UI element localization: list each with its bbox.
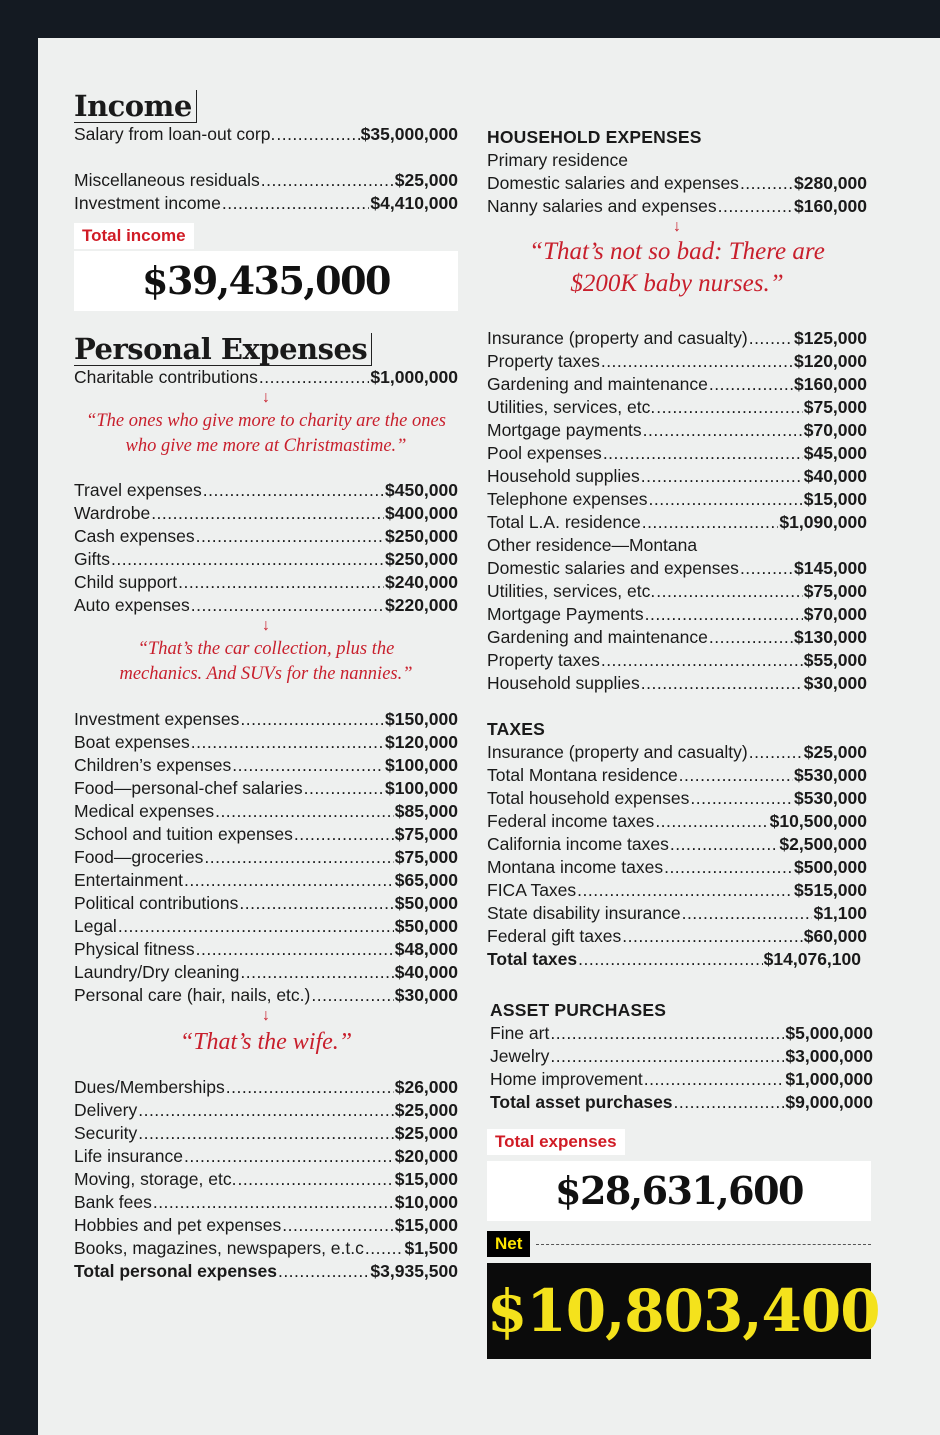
line-item: Cash expenses ..... $250,000 [74, 525, 458, 548]
line-item: Salary from loan-out corp. ..... $35,000,000 [74, 123, 458, 146]
line-item: Fine art ..... $5,000,000 [490, 1022, 873, 1045]
line-item: Utilities, services, etc. ..... $75,000 [487, 396, 867, 419]
income-list [74, 123, 458, 215]
quote-charity: “The ones who give more to charity are the ones who give me more at Christmastime.” [86, 411, 446, 456]
line-item: Laundry/Dry cleaning ..... $40,000 [74, 961, 458, 984]
total-expenses-label: Total expenses [487, 1129, 625, 1155]
quote-nurses: “That’s not so bad: There are $200K baby nurses.” [529, 238, 825, 297]
line-item: School and tuition expenses ..... $75,000 [74, 823, 458, 846]
line-item: Food—personal-chef salaries ..... $100,000 [74, 777, 458, 800]
personal-group-1 [74, 366, 458, 389]
line-item: Gardening and maintenance ..... $130,000 [487, 626, 867, 649]
line-item: Children’s expenses ..... $100,000 [74, 754, 458, 777]
total-income-value: $39,435,000 [74, 251, 458, 311]
line-item: Dues/Memberships ..... $26,000 [74, 1076, 458, 1099]
net-divider [536, 1244, 871, 1245]
line-item: Security ..... $25,000 [74, 1122, 458, 1145]
line-item: Mortgage payments ..... $70,000 [487, 419, 867, 442]
net-value: $10,803,400 [487, 1263, 871, 1359]
line-item: State disability insurance ..... $1,100 [487, 902, 867, 925]
household-group-2 [487, 327, 867, 534]
household-group-1 [487, 172, 867, 218]
arrow-down-icon: ↓ [262, 617, 270, 634]
line-item: Entertainment ..... $65,000 [74, 869, 458, 892]
personal-group-4 [74, 1076, 458, 1260]
line-item: Medical expenses ..... $85,000 [74, 800, 458, 823]
line-item: Nanny salaries and expenses ..... $160,000 [487, 195, 867, 218]
total-income-label: Total income [74, 223, 194, 249]
line-item: Jewelry ..... $3,000,000 [490, 1045, 873, 1068]
line-item: Mortgage Payments ..... $70,000 [487, 603, 867, 626]
line-item: Utilities, services, etc. ..... $75,000 [487, 580, 867, 603]
line-item: Home improvement ..... $1,000,000 [490, 1068, 873, 1091]
line-item: Federal gift taxes ..... $60,000 [487, 925, 867, 948]
household-heading: HOUSEHOLD EXPENSES [487, 127, 702, 147]
line-item: Miscellaneous residuals ..... $25,000 [74, 169, 458, 192]
line-item: Property taxes ..... $55,000 [487, 649, 867, 672]
line-item: Physical fitness ..... $48,000 [74, 938, 458, 961]
line-item: Delivery ..... $25,000 [74, 1099, 458, 1122]
line-item: Total L.A. residence ..... $1,090,000 [487, 511, 867, 534]
primary-residence-label: Primary residence [487, 150, 629, 170]
total-expenses-value: $28,631,600 [487, 1161, 871, 1221]
household-group-3 [487, 557, 867, 695]
total-asset-purchases: Total asset purchases ..... $9,000,000 [490, 1091, 873, 1114]
line-item: Total household expenses ..... $530,000 [487, 787, 867, 810]
line-item: Legal ..... $50,000 [74, 915, 458, 938]
arrow-down-icon: ↓ [262, 1007, 270, 1024]
personal-expenses-heading: Personal Expenses [74, 333, 372, 366]
line-item: Bank fees ..... $10,000 [74, 1191, 458, 1214]
assets-group [490, 1022, 873, 1091]
line-item: Political contributions ..... $50,000 [74, 892, 458, 915]
line-item: Child support ..... $240,000 [74, 571, 458, 594]
line-item: California income taxes ..... $2,500,000 [487, 833, 867, 856]
line-item: Federal income taxes ..... $10,500,000 [487, 810, 867, 833]
quote-wife: “That’s the wife.” [179, 1029, 353, 1055]
line-item: Moving, storage, etc. ..... $15,000 [74, 1168, 458, 1191]
asset-purchases-heading: ASSET PURCHASES [490, 1000, 667, 1020]
total-taxes: Total taxes ..... $14,076,100 [487, 948, 867, 971]
line-item: Domestic salaries and expenses ..... $280,000 [487, 172, 867, 195]
line-item: Investment expenses ..... $150,000 [74, 708, 458, 731]
taxes-group [487, 741, 867, 948]
line-item: FICA Taxes ..... $515,000 [487, 879, 867, 902]
line-item: Montana income taxes ..... $500,000 [487, 856, 867, 879]
line-item: Charitable contributions ..... $1,000,000 [74, 366, 458, 389]
line-item: Travel expenses ..... $450,000 [74, 479, 458, 502]
right-column [487, 126, 880, 1359]
line-item: Domestic salaries and expenses ..... $145,000 [487, 557, 867, 580]
taxes-heading: TAXES [487, 719, 546, 739]
line-item: Food—groceries ..... $75,000 [74, 846, 458, 869]
line-item: Property taxes ..... $120,000 [487, 350, 867, 373]
total-personal-expenses: Total personal expenses ..... $3,935,500 [74, 1260, 458, 1283]
other-residence-label: Other residence—Montana [487, 535, 698, 555]
line-item: Life insurance ..... $20,000 [74, 1145, 458, 1168]
net-row [487, 1231, 871, 1257]
line-item: Books, magazines, newspapers, e.t.c ..... $1,500 [74, 1237, 458, 1260]
line-item: Gifts ..... $250,000 [74, 548, 458, 571]
line-item: Total Montana residence ..... $530,000 [487, 764, 867, 787]
line-item: Hobbies and pet expenses ..... $15,000 [74, 1214, 458, 1237]
personal-group-2 [74, 479, 458, 617]
arrow-down-icon: ↓ [262, 389, 270, 406]
line-item: Household supplies ..... $30,000 [487, 672, 867, 695]
quote-cars: “That’s the car collection, plus the mechanics. And SUVs for the nannies.” [119, 639, 413, 684]
line-item: Gardening and maintenance ..... $160,000 [487, 373, 867, 396]
line-item: Insurance (property and casualty) ..... $25,000 [487, 741, 867, 764]
line-item: Pool expenses ..... $45,000 [487, 442, 867, 465]
personal-group-3 [74, 708, 458, 1007]
arrow-down-icon: ↓ [673, 218, 681, 235]
document-page [38, 38, 940, 1435]
line-item: Household supplies ..... $40,000 [487, 465, 867, 488]
line-item: Auto expenses ..... $220,000 [74, 594, 458, 617]
line-item: Investment income ..... $4,410,000 [74, 192, 458, 215]
line-item: Boat expenses ..... $120,000 [74, 731, 458, 754]
left-column [74, 90, 458, 1283]
line-item: Telephone expenses ..... $15,000 [487, 488, 867, 511]
net-label: Net [487, 1231, 530, 1257]
line-item: Personal care (hair, nails, etc.) ..... $30,000 [74, 984, 458, 1007]
line-item: Insurance (property and casualty) ..... $125,000 [487, 327, 867, 350]
line-item: Wardrobe ..... $400,000 [74, 502, 458, 525]
income-heading: Income [74, 90, 197, 123]
